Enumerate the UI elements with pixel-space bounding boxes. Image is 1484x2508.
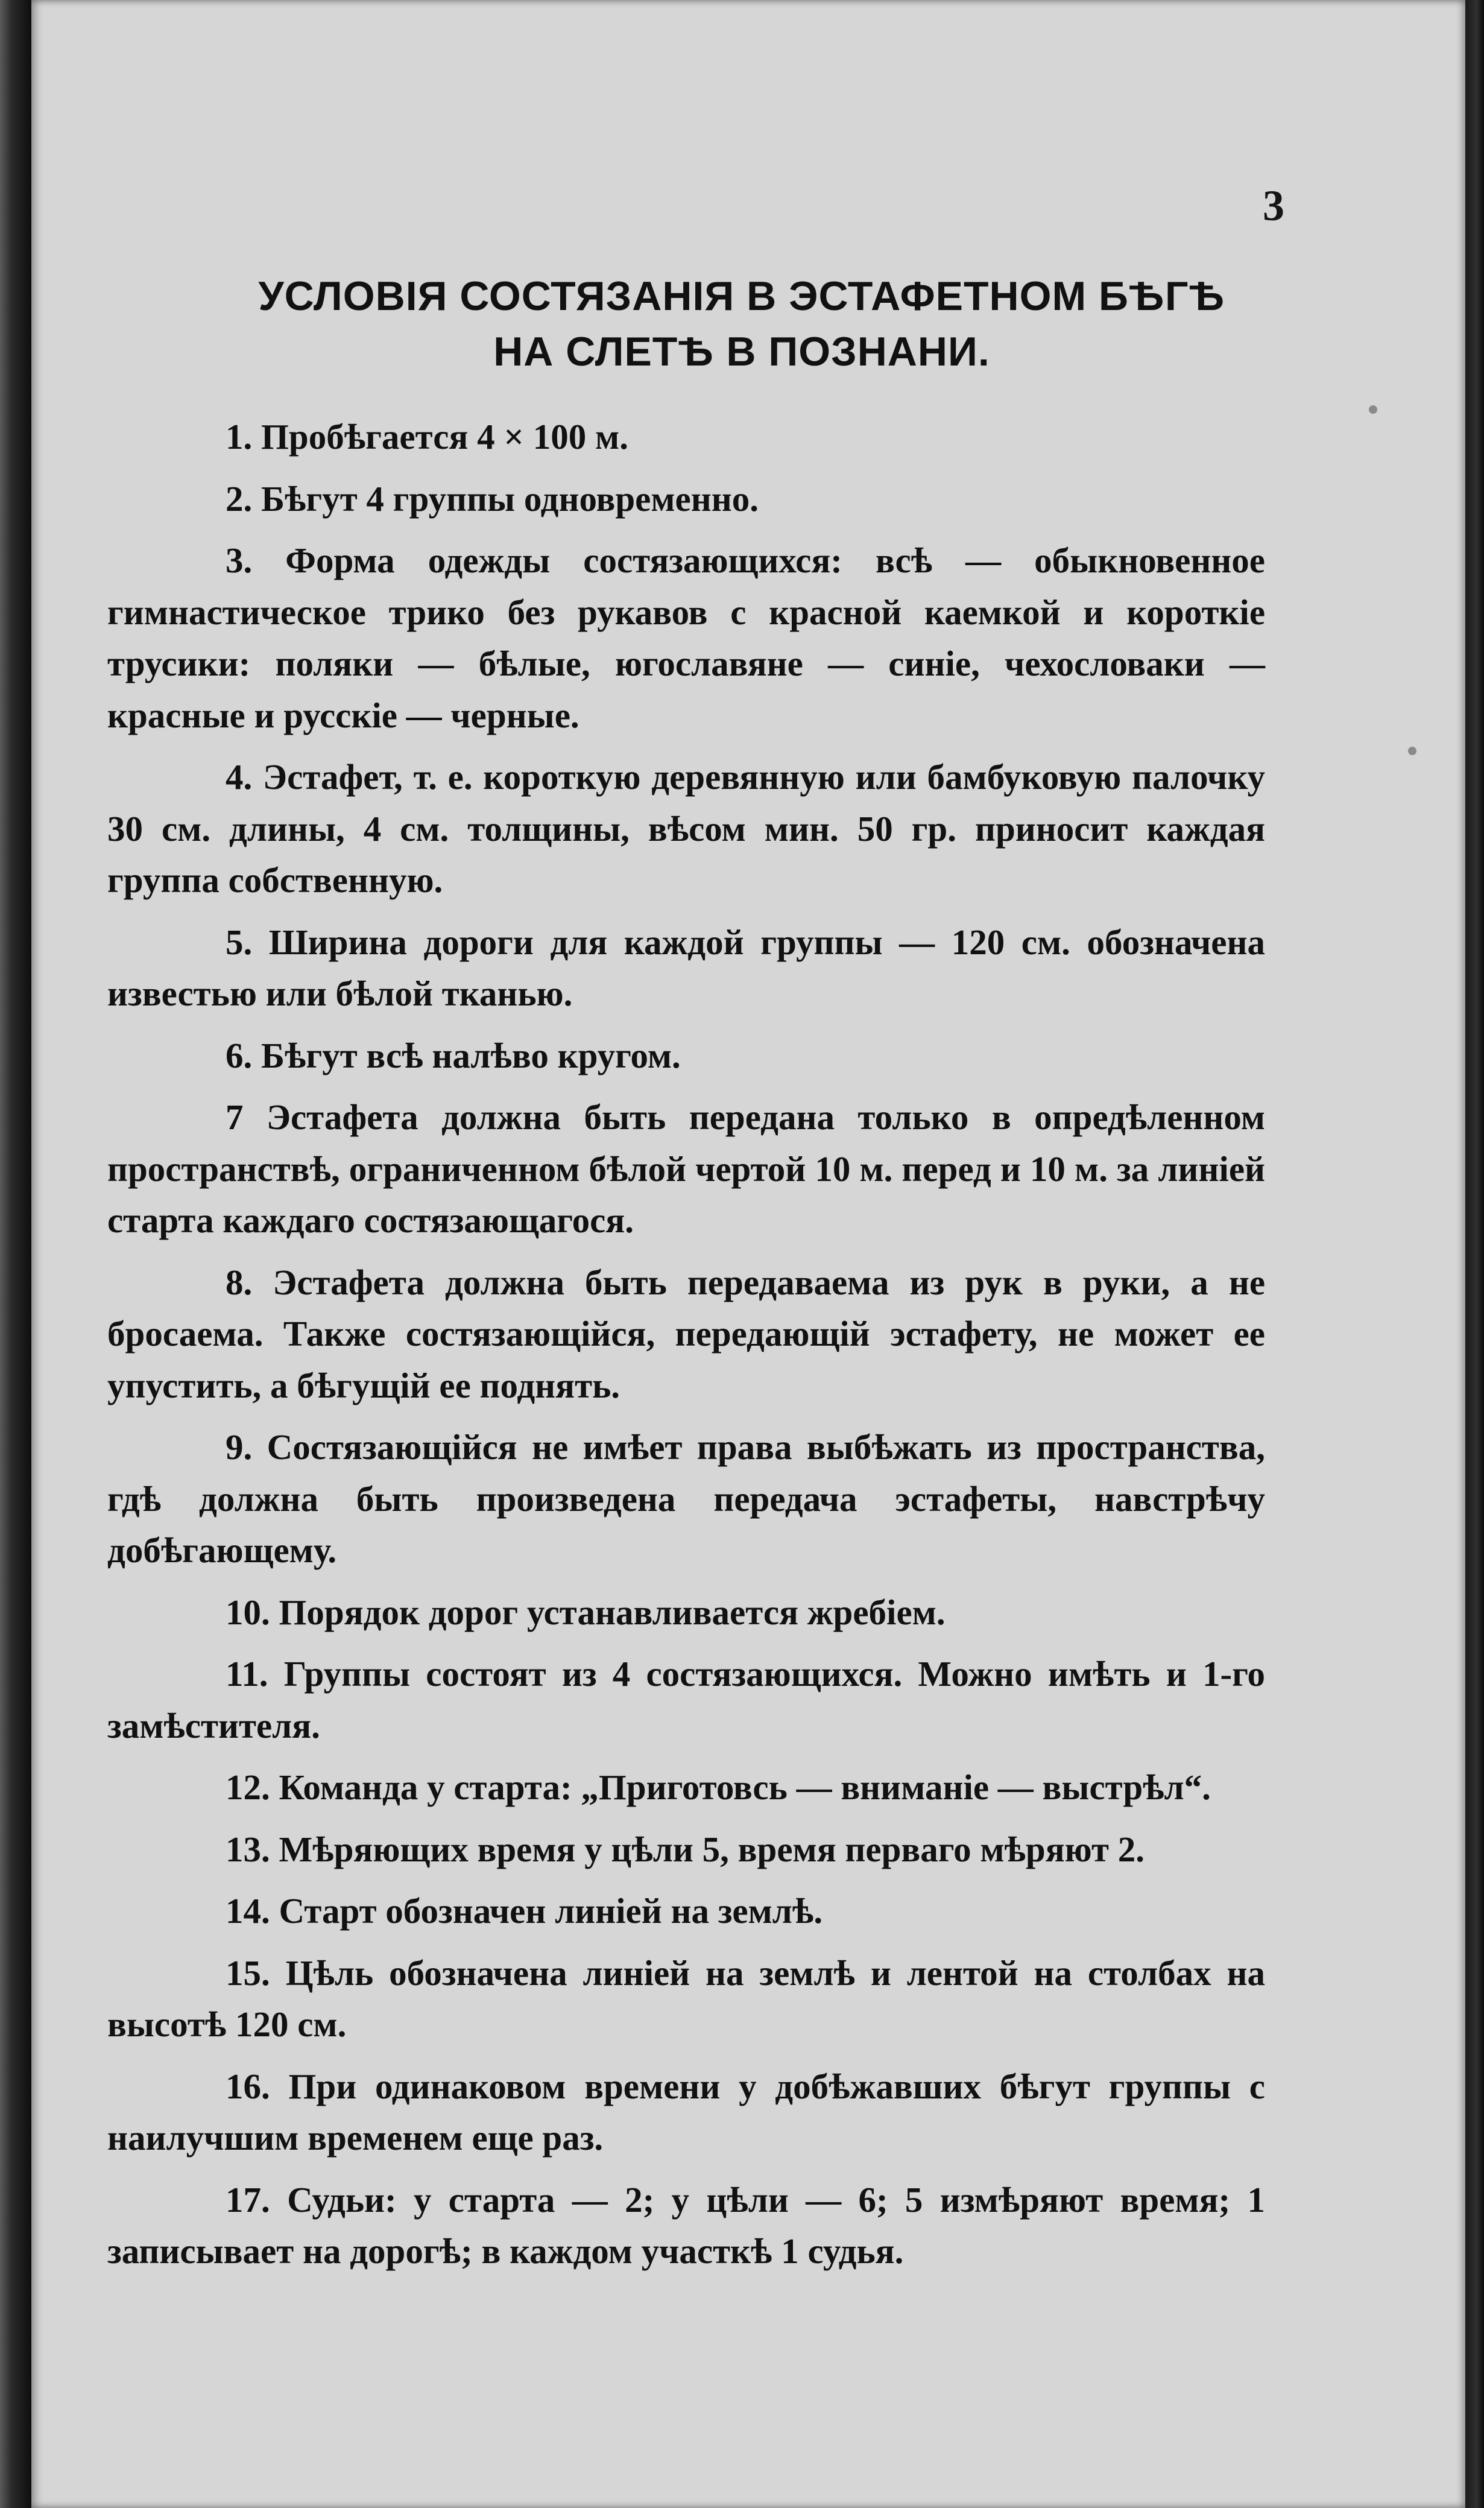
rule-paragraph: 15. Цѣль обозначена линіей на землѣ и лентой на столбах на высотѣ 120 см. [107, 1952, 1265, 2044]
page-number: 3 [1263, 182, 1284, 230]
rule-paragraph: 11. Группы состоят из 4 состязающихся. Можно имѣть и 1-го замѣстителя. [107, 1654, 1265, 1746]
title-line: НА СЛЕТѢ В ПОЗНАНИ. [493, 329, 990, 375]
rule-paragraph: 16. При одинаковом времени у добѣжавших бѣгут группы с наилучшим временем еще раз. [107, 2066, 1265, 2158]
rule-paragraph: 1. Пробѣгается 4 × 100 м. [226, 417, 628, 457]
rule-paragraph: 12. Команда у старта: „Приготовсь — вниманіе — выстрѣл“. [226, 1767, 1211, 1807]
rule-paragraph: 9. Состязающійся не имѣет права выбѣжать из пространства, гдѣ должна быть произведена передача эстафеты, навстрѣчу добѣгающему. [107, 1427, 1265, 1570]
rule-paragraph: 2. Бѣгут 4 группы одновременно. [226, 478, 759, 519]
book-spine-edge [0, 0, 29, 2508]
rule-paragraph: 17. Судьи: у старта — 2; у цѣли — 6; 5 измѣряют время; 1 записывает на дорогѣ; в каждом участкѣ 1 судья. [107, 2179, 1265, 2271]
paper-speck [1408, 747, 1416, 755]
page-right-edge [1465, 0, 1484, 2508]
page-title [109, 268, 1375, 379]
rule-paragraph: 13. Мѣряющих время у цѣли 5, время перваго мѣряют 2. [226, 1829, 1145, 1869]
rule-paragraph: 8. Эстафета должна быть передаваема из рук в руки, а не бросаема. Также состязающійся, передающій эстафету, не может ее упустить, а бѣгущій ее поднять. [107, 1262, 1265, 1405]
rule-paragraph: 3. Форма одежды состязающихся: всѣ — обыкновенное гимнастическое трико без рукавов с красной каемкой и короткіе трусики: поляки — бѣлые, югославяне — синіе, чехословаки — красные и русскіе — черные. [107, 540, 1265, 735]
rule-paragraph: 4. Эстафет, т. е. короткую деревянную или бамбуковую палочку 30 см. длины, 4 см. толщины, вѣсом мин. 50 гр. приносит каждая группа собственную. [107, 757, 1265, 900]
rule-paragraph: 7 Эстафета должна быть передана только в опредѣленном пространствѣ, ограниченном бѣлой чертой 10 м. перед и 10 м. за линіей старта каждаго состязающагося. [107, 1097, 1265, 1240]
paper-speck [1369, 405, 1377, 414]
rule-paragraph: 6. Бѣгут всѣ налѣво кругом. [226, 1035, 681, 1075]
title-line: УСЛОВІЯ СОСТЯЗАНІЯ В ЭСТАФЕТНОМ БѢГѢ [258, 273, 1225, 319]
rules-list [107, 411, 1265, 2288]
rule-paragraph: 5. Ширина дороги для каждой группы — 120 см. обозначена известью или бѣлой тканью. [107, 922, 1265, 1013]
rule-paragraph: 14. Старт обозначен линіей на землѣ. [226, 1891, 823, 1931]
rule-paragraph: 10. Порядок дорог устанавливается жребіем. [226, 1592, 946, 1632]
